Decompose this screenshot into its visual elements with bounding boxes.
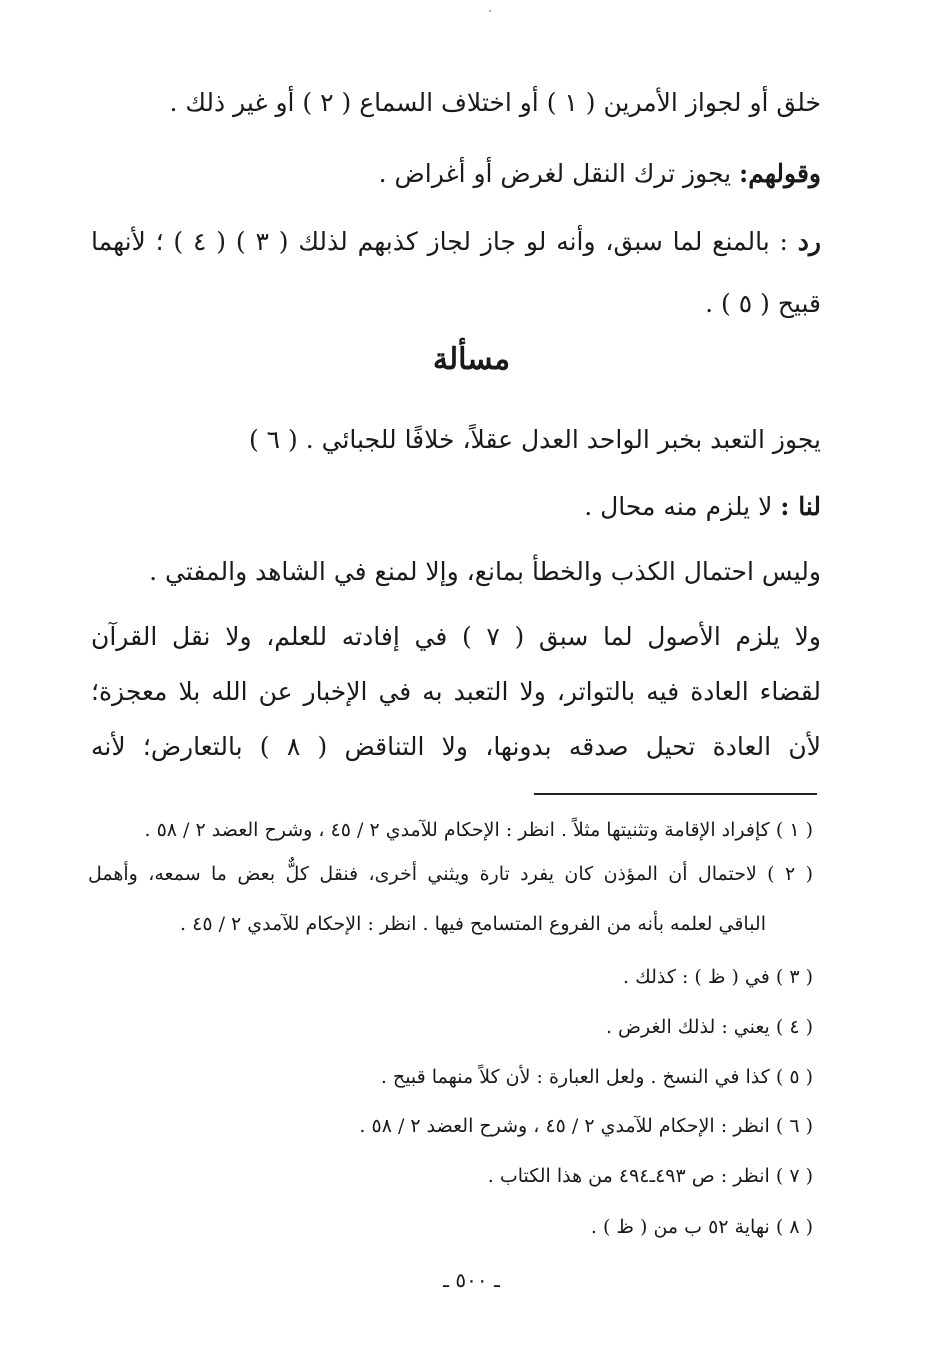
paragraph-2-text: يجوز ترك النقل لغرض أو أغراض . <box>378 159 740 188</box>
paragraph-7-line-3 <box>91 731 821 763</box>
section-heading: مسألة <box>432 342 511 377</box>
footnote-3: ( ٣ ) في ( ظ ) : كذلك . <box>623 966 813 988</box>
scan-mark <box>489 10 491 12</box>
paragraph-4 <box>91 424 821 456</box>
footnote-divider <box>534 793 817 795</box>
paragraph-6-text: وليس احتمال الكذب والخطأ بمانع، وإلا لمنع في الشاهد والمفتي . <box>149 557 821 586</box>
paragraph-5-text: لا يلزم منه محال . <box>584 492 781 521</box>
paragraph-3-line-1 <box>91 226 821 258</box>
paragraph-3-line-2 <box>91 288 821 320</box>
paragraph-7-line-2-text: لقضاء العادة فيه بالتواتر، ولا التعبد به في الإخبار عن الله بلا معجزة؛ <box>91 677 821 706</box>
paragraph-7-line-1-text: ولا يلزم الأصول لما سبق ( ٧ ) في إفادته للعلم، ولا نقل القرآن <box>91 622 822 651</box>
page-number: ـ ٥٠٠ ـ <box>443 1268 500 1292</box>
paragraph-6 <box>91 556 821 588</box>
paragraph-7-line-3-text: لأن العادة تحيل صدقه بدونها، ولا التناقض ( ٨ ) بالتعارض؛ لأنه <box>91 732 821 761</box>
footnote-4: ( ٤ ) يعني : لذلك الغرض . <box>605 1016 813 1038</box>
paragraph-3-line-1-text: : بالمنع لما سبق، وأنه لو جاز لجاز كذبهم لذلك ( ٣ ) ( ٤ ) ؛ لأنهما <box>91 227 798 256</box>
paragraph-5 <box>91 491 821 523</box>
paragraph-5-lead: لنا : <box>780 492 821 521</box>
paragraph-1-text: خلق أو لجواز الأمرين ( ١ ) أو اختلاف السماع ( ٢ ) أو غير ذلك . <box>169 88 821 117</box>
footnote-2-line-1: ( ٢ ) لاحتمال أن المؤذن كان يفرد تارة ويثني أخرى، فنقل كلٌّ بعض ما سمعه، وأهمل <box>88 863 814 885</box>
footnote-1: ( ١ ) كإفراد الإقامة وتثنيتها مثلاً . انظر : الإحكام للآمدي ٢ / ٤٥ ، وشرح العضد ٢ / ٥٨ . <box>144 819 813 841</box>
paragraph-3-lead: رد <box>797 227 821 256</box>
paragraph-4-text: يجوز التعبد بخبر الواحد العدل عقلاً، خلافًا للجبائي . ( ٦ ) <box>248 425 821 454</box>
paragraph-2-lead: وقولهم: <box>739 159 821 188</box>
footnote-2-line-2: الباقي لعلمه بأنه من الفروع المتسامح فيها . انظر : الإحكام للآمدي ٢ / ٤٥ . <box>180 913 766 935</box>
footnote-7: ( ٧ ) انظر : ص ٤٩٣ـ٤٩٤ من هذا الكتاب . <box>487 1165 813 1187</box>
paragraph-1 <box>91 87 821 119</box>
footnote-5: ( ٥ ) كذا في النسخ . ولعل العبارة : لأن كلاً منهما قبيح . <box>380 1066 813 1088</box>
paragraph-7-line-2 <box>91 676 821 708</box>
paragraph-7-line-1 <box>91 621 821 653</box>
paragraph-3-line-2-text: قبيح ( ٥ ) . <box>705 289 821 318</box>
footnote-8: ( ٨ ) نهاية ٥٢ ب من ( ظ ) . <box>590 1216 813 1238</box>
footnote-6: ( ٦ ) انظر : الإحكام للآمدي ٢ / ٤٥ ، وشرح العضد ٢ / ٥٨ . <box>359 1115 813 1137</box>
paragraph-2 <box>91 158 821 190</box>
